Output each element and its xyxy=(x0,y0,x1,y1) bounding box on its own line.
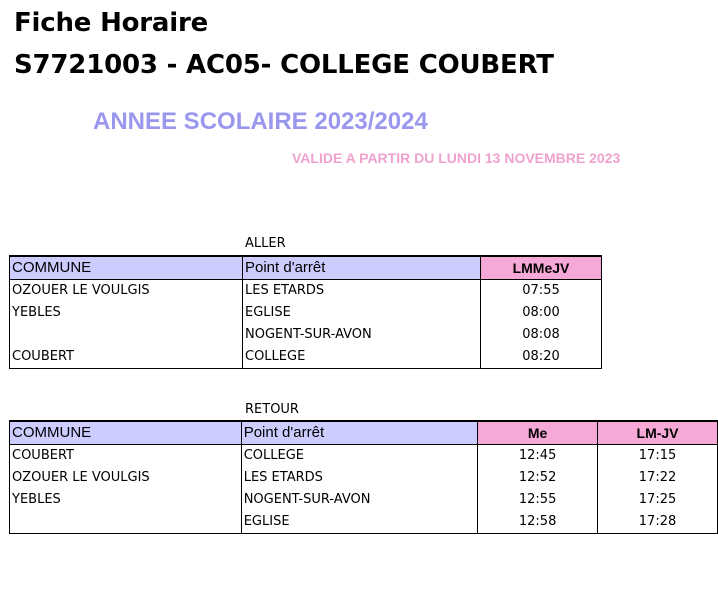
valid-from-notice: VALIDE A PARTIR DU LUNDI 13 NOVEMBRE 2023 xyxy=(292,150,621,166)
stop-cell: EGLISE xyxy=(241,511,477,534)
stop-cell: COLLEGE xyxy=(243,346,481,369)
time-cell: 08:08 xyxy=(481,324,602,346)
retour-col-commune: COMMUNE xyxy=(10,421,242,445)
stop-cell: EGLISE xyxy=(243,302,481,324)
aller-col-stop: Point d'arrêt xyxy=(243,256,481,280)
time-cell: 17:25 xyxy=(598,489,718,511)
time-cell: 07:55 xyxy=(481,280,602,303)
table-row xyxy=(10,324,602,346)
stop-cell: COLLEGE xyxy=(241,445,477,468)
school-year: ANNEE SCOLAIRE 2023/2024 xyxy=(93,108,428,135)
table-row xyxy=(10,511,718,534)
aller-header-row xyxy=(10,256,602,280)
commune-cell xyxy=(10,511,242,534)
retour-col-weekdays: LM-JV xyxy=(598,421,718,445)
aller-col-commune: COMMUNE xyxy=(10,256,243,280)
table-row xyxy=(10,280,602,303)
table-row xyxy=(10,302,602,324)
time-cell: 08:00 xyxy=(481,302,602,324)
stop-cell: LES ETARDS xyxy=(243,280,481,303)
commune-cell: OZOUER LE VOULGIS xyxy=(10,280,243,303)
aller-caption: ALLER xyxy=(245,236,286,251)
commune-cell: OZOUER LE VOULGIS xyxy=(10,467,242,489)
retour-header-row xyxy=(10,421,718,445)
time-cell: 08:20 xyxy=(481,346,602,369)
aller-col-days: LMMeJV xyxy=(481,256,602,280)
table-row xyxy=(10,489,718,511)
retour-caption: RETOUR xyxy=(245,402,299,417)
page-title: Fiche Horaire xyxy=(14,8,209,38)
time-cell: 17:15 xyxy=(598,445,718,468)
time-cell: 17:22 xyxy=(598,467,718,489)
retour-col-wednesday: Me xyxy=(478,421,598,445)
retour-col-stop: Point d'arrêt xyxy=(241,421,477,445)
table-row xyxy=(10,445,718,468)
stop-cell: NOGENT-SUR-AVON xyxy=(243,324,481,346)
commune-cell: COUBERT xyxy=(10,445,242,468)
retour-table xyxy=(9,420,718,534)
stop-cell: LES ETARDS xyxy=(241,467,477,489)
aller-table xyxy=(9,255,602,369)
line-title: S7721003 - AC05- COLLEGE COUBERT xyxy=(14,50,554,80)
stop-cell: NOGENT-SUR-AVON xyxy=(241,489,477,511)
time-cell: 12:45 xyxy=(478,445,598,468)
table-row xyxy=(10,346,602,369)
time-cell: 17:28 xyxy=(598,511,718,534)
table-row xyxy=(10,467,718,489)
commune-cell: YEBLES xyxy=(10,302,243,324)
commune-cell: YEBLES xyxy=(10,489,242,511)
commune-cell: COUBERT xyxy=(10,346,243,369)
time-cell: 12:52 xyxy=(478,467,598,489)
time-cell: 12:58 xyxy=(478,511,598,534)
commune-cell xyxy=(10,324,243,346)
time-cell: 12:55 xyxy=(478,489,598,511)
